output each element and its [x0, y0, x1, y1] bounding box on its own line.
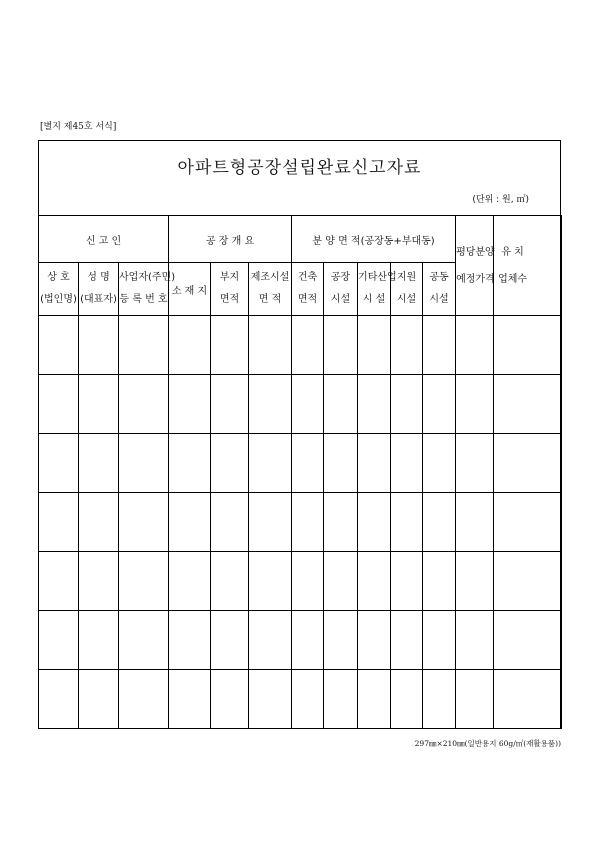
header-group-factory-overview: 공 장 개 요: [169, 216, 292, 263]
header-label-line: 면적: [219, 294, 240, 305]
table-cell: [39, 316, 79, 375]
table-cell: [119, 375, 169, 434]
table-cell: [324, 493, 358, 552]
header-tenant-count: [494, 216, 562, 316]
table-cell: [391, 493, 423, 552]
header-label-line: 소 재 지: [171, 285, 208, 297]
table-cell: [79, 493, 119, 552]
header-label-line: 업체수: [498, 273, 528, 285]
table-cell: [358, 375, 391, 434]
table-cell: [249, 493, 292, 552]
form-title: 아파트형공장설립완료신고자료: [177, 158, 422, 178]
table-cell: [456, 375, 494, 434]
table-cell: [494, 375, 562, 434]
header-label-line: 시설: [429, 294, 449, 305]
table-cell: [292, 434, 324, 493]
form-number-label: [별지 제45호 서식]: [40, 122, 117, 132]
table-cell: [494, 434, 562, 493]
table-cell: [211, 434, 249, 493]
paper-spec-footer: 297㎜×210㎜(일반용지 60g/㎡(재활용품)): [414, 739, 561, 748]
table-cell: [391, 611, 423, 670]
table-cell: [391, 316, 423, 375]
table-cell: [79, 670, 119, 729]
header-group-reporter: 신 고 인: [39, 216, 169, 263]
header-label-line: 지원: [396, 272, 417, 283]
table-cell: [211, 670, 249, 729]
table-cell: [39, 552, 79, 611]
table-cell: [79, 611, 119, 670]
table-cell: [249, 552, 292, 611]
table-cell: [456, 552, 494, 611]
header-label-line: 부지: [219, 272, 240, 283]
table-cell: [391, 670, 423, 729]
table-cell: [324, 552, 358, 611]
header-label-line: (법인명): [40, 294, 77, 305]
table-cell: [39, 670, 79, 729]
table-cell: [249, 670, 292, 729]
table-cell: [358, 434, 391, 493]
header-label-line: 면적: [297, 294, 318, 305]
table-cell: [211, 493, 249, 552]
header-registration-number: [119, 263, 176, 316]
header-label-line: 상 호: [47, 272, 70, 283]
table-cell: [169, 375, 211, 434]
table-cell: [423, 493, 456, 552]
table-cell: [211, 611, 249, 670]
table-cell: [494, 611, 562, 670]
table-cell: [292, 670, 324, 729]
table-cell: [423, 552, 456, 611]
header-label-line: 사업자(주민): [119, 272, 176, 283]
header-building-area: [292, 263, 324, 316]
table-cell: [358, 316, 391, 375]
table-cell: [249, 316, 292, 375]
header-company-name: [39, 263, 79, 316]
table-cell: [494, 670, 562, 729]
table-cell: [119, 434, 169, 493]
unit-note: (단위 : 원, ㎡): [472, 195, 529, 205]
table-cell: [79, 316, 119, 375]
table-cell: [79, 434, 119, 493]
table-cell: [494, 552, 562, 611]
header-label-line: 제조시설: [250, 272, 290, 283]
header-manufacturing-area: [249, 263, 292, 316]
header-factory-facility: [324, 263, 358, 316]
table-cell: [423, 375, 456, 434]
header-label-line: 시설: [330, 294, 351, 305]
table-cell: [119, 611, 169, 670]
header-label-line: 등 록 번 호: [119, 294, 168, 305]
table-cell: [456, 493, 494, 552]
table-cell: [119, 670, 169, 729]
table-cell: [423, 670, 456, 729]
table-cell: [456, 434, 494, 493]
table-row: [39, 434, 562, 493]
table-cell: [358, 611, 391, 670]
table-cell: [39, 375, 79, 434]
header-row-groups: [39, 216, 562, 263]
header-location: [169, 263, 211, 316]
table-cell: [169, 434, 211, 493]
table-cell: [211, 552, 249, 611]
header-label-line: 시 설: [362, 294, 386, 305]
table-cell: [292, 316, 324, 375]
table-cell: [324, 434, 358, 493]
table-cell: [324, 375, 358, 434]
header-label-line: 시설: [396, 294, 417, 305]
table-cell: [169, 552, 211, 611]
table-cell: [292, 375, 324, 434]
table-cell: [119, 316, 169, 375]
header-label-line: 평당분양: [456, 246, 495, 258]
table-row: [39, 375, 562, 434]
table-cell: [358, 552, 391, 611]
header-common-facility: [423, 263, 456, 316]
table-cell: [39, 493, 79, 552]
table-cell: [249, 611, 292, 670]
table-cell: [391, 375, 423, 434]
table-cell: [39, 611, 79, 670]
table-cell: [39, 434, 79, 493]
table-cell: [292, 493, 324, 552]
table-cell: [423, 434, 456, 493]
table-row: [39, 670, 562, 729]
header-label-line: 건축: [297, 272, 318, 283]
header-label-line: 유 치: [501, 246, 524, 258]
table-cell: [391, 552, 423, 611]
table-cell: [324, 670, 358, 729]
table-cell: [211, 375, 249, 434]
table-cell: [79, 552, 119, 611]
table-cell: [249, 375, 292, 434]
table-cell: [292, 552, 324, 611]
table-cell: [494, 316, 562, 375]
table-cell: [169, 493, 211, 552]
table-cell: [324, 611, 358, 670]
table-cell: [119, 552, 169, 611]
table-cell: [169, 611, 211, 670]
header-label-line: 공동: [429, 272, 449, 283]
header-label-line: 성 명: [87, 272, 110, 283]
table-cell: [358, 493, 391, 552]
header-label-line: (대표자): [80, 294, 117, 305]
table-cell: [456, 316, 494, 375]
table-row: [39, 552, 562, 611]
table-cell: [292, 611, 324, 670]
table-cell: [169, 670, 211, 729]
header-label-line: 예정가격: [456, 273, 495, 285]
table-cell: [423, 611, 456, 670]
table-cell: [391, 434, 423, 493]
table-cell: [119, 493, 169, 552]
table-cell: [211, 316, 249, 375]
table-cell: [456, 611, 494, 670]
header-group-sale-area: 분 양 면 적(공장동+부대동): [292, 216, 456, 263]
header-label-line: 공장: [330, 272, 351, 283]
table-cell: [324, 316, 358, 375]
table-cell: [169, 316, 211, 375]
table-row: [39, 611, 562, 670]
table-cell: [79, 375, 119, 434]
report-table: [38, 215, 562, 729]
header-support-facility: [391, 263, 423, 316]
table-cell: [358, 670, 391, 729]
header-other-industry-facility: [358, 263, 397, 316]
table-cell: [249, 434, 292, 493]
header-label-line: 면 적: [258, 294, 282, 305]
table-cell: [456, 670, 494, 729]
header-label-line: 기타산업: [358, 272, 397, 283]
table-row: [39, 316, 562, 375]
table-row: [39, 493, 562, 552]
header-representative: [79, 263, 119, 316]
header-unit-sale-price: [456, 216, 494, 316]
header-site-area: [211, 263, 249, 316]
table-cell: [423, 316, 456, 375]
table-cell: [494, 493, 562, 552]
